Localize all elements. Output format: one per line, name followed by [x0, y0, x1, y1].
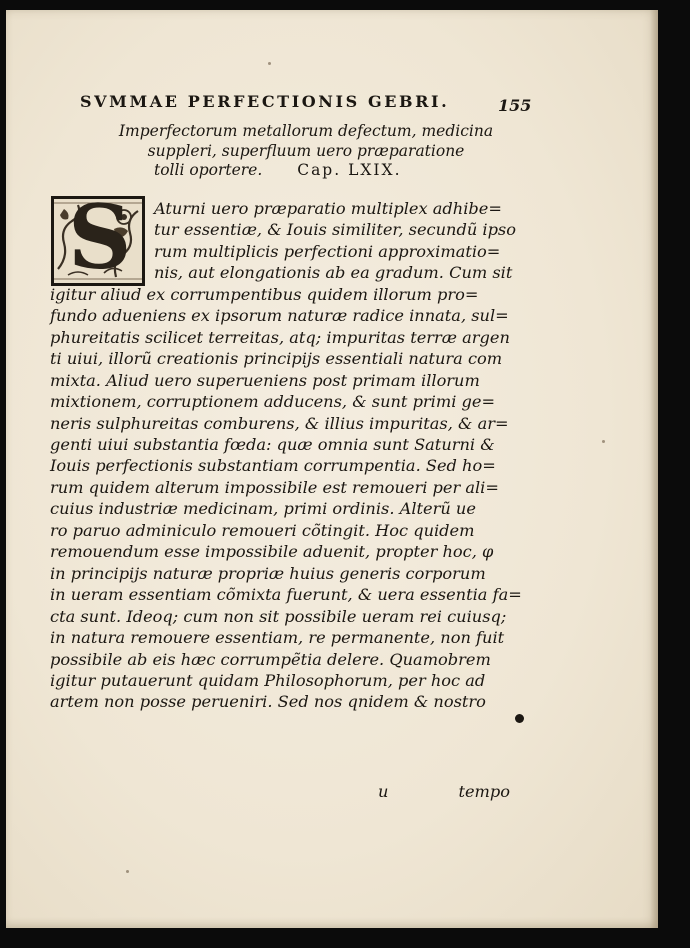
body-line: igitur putauerunt quidam Philosophorum, per hoc ad: [50, 670, 486, 690]
body-text: [50, 198, 528, 713]
body-line: Iouis perfectionis substantiam corrumpentia. Sed ho=: [50, 456, 496, 476]
body-line: fundo adueniens ex ipsorum naturæ radice innata, sul=: [50, 306, 509, 326]
body-line: neris sulphureitas comburens, & illius impuritas, & ar=: [50, 413, 509, 433]
body-line: mixtionem, corruptionem adducens, & sunt primi ge=: [50, 392, 496, 412]
running-head-title: SVMMAE PERFECTIONIS GEBRI.: [80, 92, 450, 111]
initial-letter: S: [68, 196, 132, 286]
body-line: remouendum esse impossibile aduenit, propter hoc, φ: [50, 542, 494, 562]
chapter-heading-line: suppleri, superfluum uero præparatione: [147, 141, 465, 160]
paper-speck: [268, 62, 271, 65]
body-line: in ueram essentiam cõmixta fuerunt, & uera essentia fa=: [50, 585, 522, 605]
chapter-label: Cap. LXIX.: [297, 161, 402, 179]
chapter-heading-line: Imperfectorum metallorum defectum, medicina: [118, 122, 494, 140]
page-number: 155: [498, 96, 532, 115]
body-line: phureitatis scilicet terreitas, atq; impuritas terræ argen: [50, 327, 510, 347]
body-line: rum quidem alterum impossibile est remoueri per ali=: [50, 477, 499, 497]
body-line: ro paruo adminiculo remoueri cõtingit. Hoc quidem: [50, 520, 475, 540]
body-line: possibile ab eis hæc corrumpẽtia delere. Quamobrem: [50, 649, 491, 669]
signature-mark: u: [378, 782, 389, 801]
chapter-heading-line-last: [106, 161, 506, 181]
body-line: genti uiui substantia fœda: quæ omnia sunt Saturni &: [50, 434, 495, 454]
catchword: tempo: [458, 782, 510, 801]
body-line: Aturni uero præparatio multiplex adhibe=: [154, 199, 502, 218]
body-line: nis, aut elongationis ab ea gradum. Cum sit: [154, 263, 513, 283]
body-line: igitur aliud ex corrumpentibus quidem illorum pro=: [50, 284, 479, 304]
catchwords: [378, 782, 510, 801]
paper-speck: [126, 870, 129, 873]
body-line: artem non posse perueniri. Sed nos qnidem & nostro: [50, 692, 486, 712]
body-line: rum multiplicis perfectioni approximatio=: [154, 241, 501, 261]
page-edge-shadow: [650, 10, 658, 928]
body-line: cuius industriæ medicinam, primi ordinis. Alterũ ue: [50, 499, 476, 519]
body-line: mixta. Aliud uero superueniens post primam illorum: [50, 370, 480, 390]
paper-speck: [602, 440, 605, 443]
book-page: [6, 10, 658, 928]
body-line: tur essentiæ, & Iouis similiter, secundũ ipso: [154, 220, 516, 240]
body-line: ti uiui, illorũ creationis principijs essentiali natura com: [50, 349, 503, 369]
body-line: in natura remouere essentiam, re permanente, non fuit: [50, 628, 505, 648]
chapter-heading-line: tolli oportere.: [154, 161, 263, 179]
body-line: cta sunt. Ideoq; cum non sit possibile ueram rei cuiusq;: [50, 606, 507, 626]
body-line: in principijs naturæ propriæ huius generis corporum: [50, 563, 486, 583]
ink-dot-mark: [515, 714, 524, 723]
chapter-heading: [106, 122, 506, 181]
